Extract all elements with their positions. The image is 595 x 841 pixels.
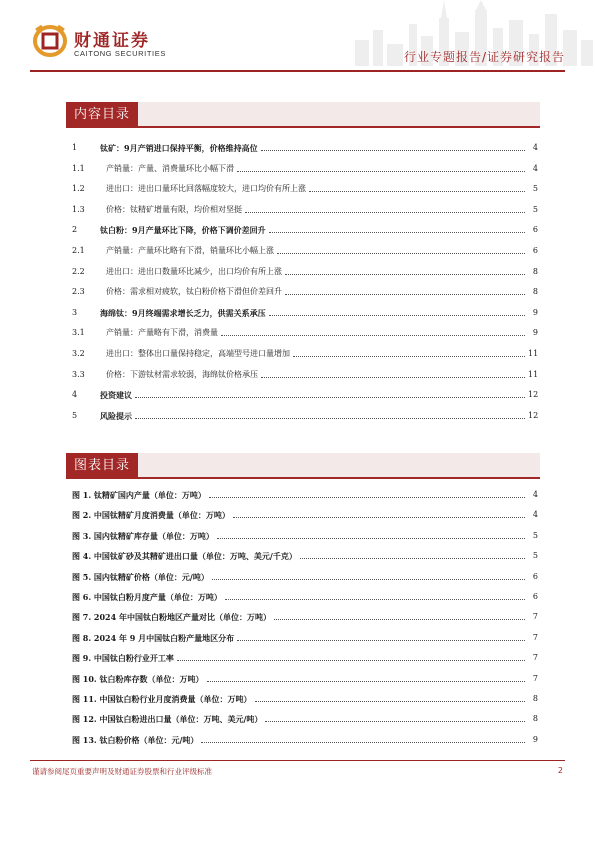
- toc-entry-number: 2: [72, 225, 78, 235]
- toc-entry-page: 8: [532, 287, 538, 297]
- toc-entry[interactable]: [72, 223, 538, 237]
- toc-entry-title: 钛矿：9月产销进口保持平衡，价格维持高位: [100, 143, 258, 153]
- toc-leader-dots: [261, 150, 525, 151]
- toc-leader-dots: [285, 274, 525, 275]
- figure-entry-page: 6: [532, 592, 538, 601]
- toc-entry-title: 价格：需求相对疲软，钛白粉价格下滑但价差回升: [106, 287, 282, 297]
- toc-entry-title: 进出口：进出口量环比回落幅度较大，进口均价有所上涨: [106, 184, 306, 194]
- toc-leader-dots: [285, 294, 525, 295]
- figure-entry-page: 5: [532, 530, 538, 540]
- toc-leader-dots: [135, 418, 525, 419]
- figures-heading-rule: [66, 477, 540, 479]
- toc-entry-number: 5: [72, 410, 78, 420]
- toc-entry-title: 投资建议: [100, 390, 132, 401]
- toc-entry-title: 进出口：进出口数量环比减少，出口均价有所上涨: [106, 266, 282, 276]
- figure-entry[interactable]: [72, 529, 538, 543]
- figure-entry-title: 图 12. 中国钛白粉进出口量（单位：万吨、美元/吨）: [72, 714, 263, 725]
- figure-entry-page: 7: [532, 673, 538, 683]
- toc-entry-title: 产销量：产量、消费量环比小幅下滑: [106, 163, 234, 173]
- figure-entry-page: 8: [532, 714, 538, 724]
- toc-entry-number: 1.3: [72, 204, 85, 214]
- footer-disclaimer: 谨请参阅尾页重要声明及财通证券股票和行业评级标准: [32, 767, 212, 776]
- figure-entry[interactable]: [72, 733, 538, 747]
- toc-entry[interactable]: [72, 409, 538, 423]
- figure-entry-page: 5: [532, 551, 538, 561]
- toc-entry[interactable]: [72, 203, 538, 217]
- toc-entry-number: 2.3: [72, 287, 85, 297]
- toc-leader-dots: [277, 253, 525, 254]
- toc-section-header: [66, 102, 540, 128]
- figure-entry[interactable]: [72, 590, 538, 604]
- figure-entry-title: 图 5. 国内钛精矿价格（单位：元/吨）: [72, 571, 209, 582]
- page-header: [0, 0, 595, 75]
- figure-entry-page: 8: [532, 694, 538, 703]
- figure-leader-dots: [207, 681, 526, 682]
- figure-leader-dots: [300, 558, 525, 559]
- toc-entry-page: 4: [532, 163, 538, 173]
- toc-leader-dots: [269, 232, 525, 233]
- figure-entry[interactable]: [72, 692, 538, 706]
- toc-entry-number: 3.1: [72, 328, 85, 338]
- figure-entry-title: 图 1. 钛精矿国内产量（单位：万吨）: [72, 490, 206, 500]
- footer-divider: [30, 760, 565, 761]
- toc-entry-number: 1.2: [72, 184, 85, 194]
- toc-entry[interactable]: [72, 347, 538, 361]
- toc-entry-page: 11: [528, 349, 539, 358]
- figure-leader-dots: [265, 721, 525, 722]
- toc-entry[interactable]: [72, 285, 538, 299]
- figure-leader-dots: [237, 640, 525, 641]
- toc-entry-number: 4: [72, 390, 78, 400]
- toc-leader-dots: [135, 397, 525, 398]
- figure-entry[interactable]: [72, 488, 538, 502]
- toc-entry-page: 8: [532, 266, 538, 276]
- toc-entry-title: 产销量：产量略有下滑，消费量: [106, 328, 218, 338]
- toc-entry-page: 5: [532, 184, 538, 194]
- logo-english-name: CAITONG SECURITIES: [74, 49, 166, 58]
- figure-entry-title: 图 7. 2024 年中国钛白粉地区产量对比（单位：万吨）: [72, 612, 271, 623]
- toc-entry-title: 钛白粉：9月产量环比下降，价格下调价差回升: [100, 225, 266, 236]
- toc-entry-number: 3.2: [72, 349, 85, 358]
- toc-entry[interactable]: [72, 388, 538, 402]
- toc-leader-dots: [293, 356, 525, 357]
- figure-entry-title: 图 8. 2024 年 9 月中国钛白粉产量地区分布: [72, 632, 235, 643]
- toc-entry-title: 风险提示: [100, 410, 132, 421]
- toc-entry[interactable]: [72, 368, 538, 382]
- figure-leader-dots: [255, 701, 526, 702]
- caitong-logo: [32, 22, 182, 62]
- figure-entry-title: 图 9. 中国钛白粉行业开工率: [72, 653, 174, 664]
- toc-entry-number: 2.1: [72, 246, 85, 255]
- toc-entry[interactable]: [72, 141, 538, 155]
- figure-leader-dots: [212, 579, 525, 580]
- figure-leader-dots: [177, 660, 525, 661]
- toc-leader-dots: [245, 212, 525, 213]
- figure-entry[interactable]: [72, 570, 538, 584]
- report-type-label: 行业专题报告/证券研究报告: [403, 50, 565, 64]
- figure-entry-page: 4: [532, 490, 538, 499]
- toc-leader-dots: [221, 335, 525, 336]
- figure-entry-title: 图 4. 中国钛矿砂及其精矿进出口量（单位：万吨、美元/千克）: [72, 551, 297, 562]
- toc-entry[interactable]: [72, 162, 538, 176]
- toc-entry-page: 6: [532, 225, 538, 235]
- toc-entry-number: 3: [72, 307, 78, 317]
- toc-entry-page: 9: [532, 307, 538, 317]
- toc-leader-dots: [261, 377, 525, 378]
- logo-chinese-name: 财通证券: [74, 31, 150, 51]
- figure-entry-page: 7: [532, 612, 538, 622]
- figure-entry-page: 7: [532, 632, 538, 642]
- toc-entry[interactable]: [72, 326, 538, 340]
- figure-leader-dots: [201, 742, 525, 743]
- figure-entry-page: 7: [532, 653, 538, 663]
- toc-leader-dots: [309, 191, 525, 192]
- toc-entry-title: 价格：钛精矿增量有限，均价相对坚挺: [106, 204, 242, 214]
- figure-entry-page: 6: [532, 571, 538, 581]
- figure-entry[interactable]: [72, 651, 538, 665]
- toc-entry-number: 3.3: [72, 369, 85, 379]
- figure-entry-title: 图 11. 中国钛白粉行业月度消费量（单位：万吨）: [72, 694, 252, 704]
- toc-entry-number: 2.2: [72, 266, 85, 276]
- toc-entry-page: 11: [528, 369, 539, 379]
- toc-entry-title: 进出口：整体出口量保持稳定，高端型号进口量增加: [106, 349, 290, 358]
- figure-entry-title: 图 10. 钛白粉库存数（单位：万吨）: [72, 673, 204, 684]
- figure-entry[interactable]: [72, 610, 538, 624]
- toc-leader-dots: [269, 315, 525, 316]
- toc-entry[interactable]: [72, 182, 538, 196]
- toc-entry-page: 12: [528, 410, 539, 420]
- figure-entry[interactable]: [72, 712, 538, 726]
- figure-entry[interactable]: [72, 672, 538, 686]
- toc-heading-rule: [66, 126, 540, 128]
- figure-entry[interactable]: [72, 549, 538, 563]
- figures-section-header: [66, 453, 540, 479]
- toc-entry-number: 1.1: [72, 163, 85, 173]
- figure-entry-title: 图 13. 钛白粉价格（单位：元/吨）: [72, 734, 199, 745]
- toc-entry[interactable]: [72, 265, 538, 279]
- toc-leader-dots: [237, 171, 525, 172]
- toc-entry-page: 9: [532, 328, 538, 338]
- figure-entry-title: 图 2. 中国钛精矿月度消费量（单位：万吨）: [72, 510, 230, 521]
- figure-leader-dots: [274, 619, 525, 620]
- figure-entry-title: 图 6. 中国钛白粉月度产量（单位：万吨）: [72, 592, 222, 602]
- toc-entry-title: 产销量：产量环比略有下滑，销量环比小幅上涨: [106, 246, 274, 255]
- toc-entry-title: 海绵钛：9月终端需求增长乏力，供需关系承压: [100, 307, 266, 318]
- figure-leader-dots: [225, 599, 525, 600]
- figure-leader-dots: [209, 497, 525, 498]
- figure-entry-page: 4: [532, 510, 538, 520]
- figure-entry[interactable]: [72, 631, 538, 645]
- toc-entry-page: 12: [528, 390, 539, 400]
- figure-entry-page: 9: [532, 734, 538, 744]
- toc-entry-page: 4: [532, 143, 538, 152]
- header-divider: [30, 70, 565, 72]
- page-number: 2: [557, 766, 563, 775]
- toc-entry[interactable]: [72, 306, 538, 320]
- figures-heading: 图表目录: [66, 453, 138, 479]
- toc-heading: 内容目录: [66, 102, 138, 128]
- figure-entry[interactable]: [72, 508, 538, 522]
- figure-entry-title: 图 3. 国内钛精矿库存量（单位：万吨）: [72, 530, 214, 541]
- coin-logo-icon: [32, 24, 68, 58]
- toc-entry-page: 5: [532, 204, 538, 214]
- toc-entry-page: 6: [532, 246, 538, 255]
- figure-leader-dots: [217, 538, 525, 539]
- toc-entry-title: 价格：下游钛材需求较弱，海绵钛价格承压: [106, 369, 258, 379]
- figure-leader-dots: [233, 517, 525, 518]
- toc-entry[interactable]: [72, 244, 538, 258]
- toc-entry-number: 1: [72, 143, 78, 152]
